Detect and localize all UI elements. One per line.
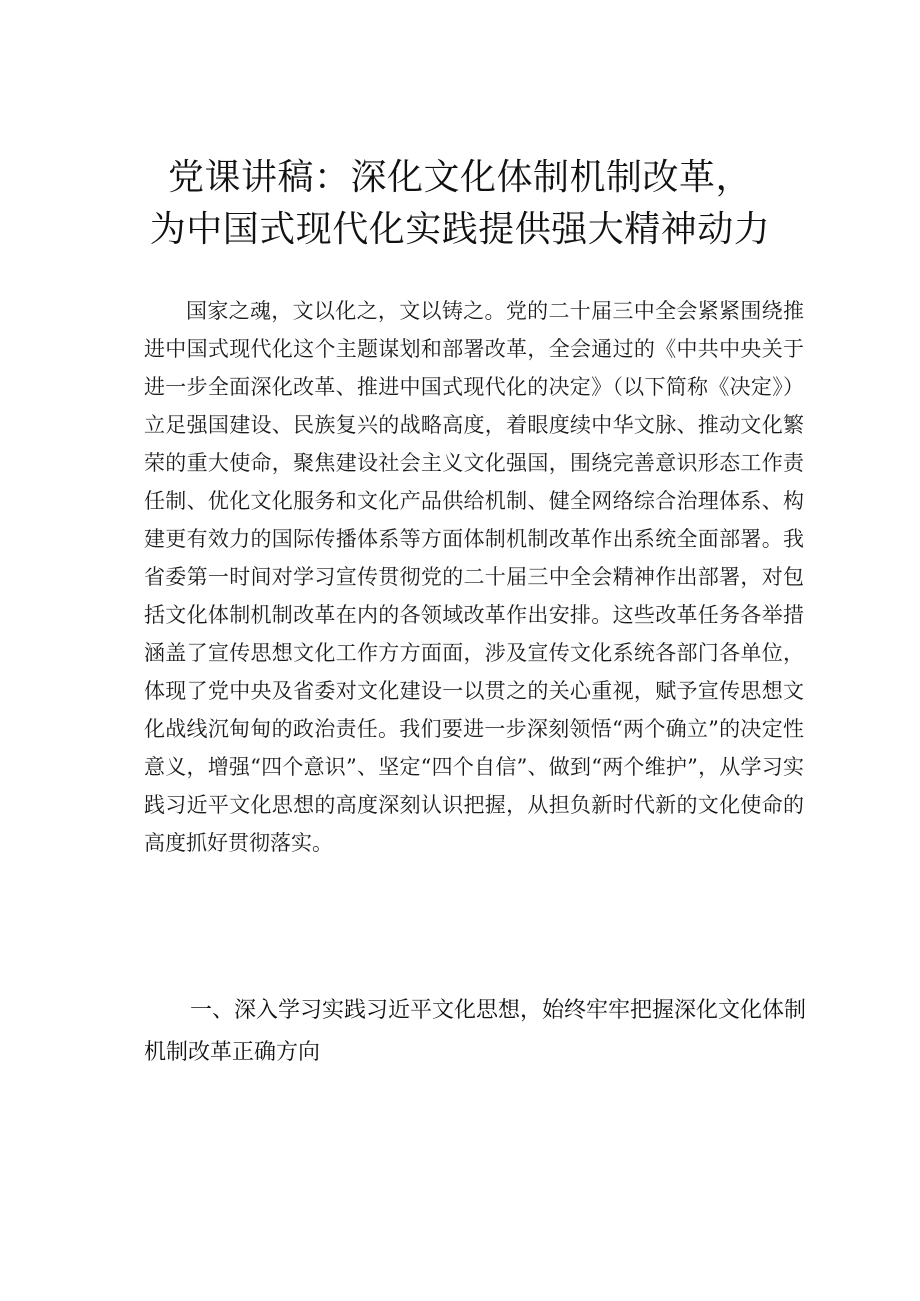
document-title — [0, 152, 920, 256]
title-line-2: 为中国式现代化实践提供强大精神动力 — [149, 209, 771, 250]
intro-paragraph: 国家之魂，文以化之，文以铸之。党的二十届三中全会紧紧围绕推进中国式现代化这个主题谋划和部署改革，全会通过的《中共中央关于进一步全面深化改革、推进中国式现代化的决定》（以下简称《决定》）立足强国建设、民族复兴的战略高度，着眼度续中华文脉、推动文化繁荣的重大使命，聚焦建设社会主义文化强国，围绕完善意识形态工作责任制、优化文化服务和文化产品供给机制、健全网络综合治理体系、构建更有效力的国际传播体系等方面体制机制改革作出系统全面部署。我省委第一时间对学习宣传贯彻党的二十届三中全会精神作出部署，对包括文化体制机制改革在内的各领域改革作出安排。这些改革任务各举措涵盖了宣传思想文化工作方方面面，涉及宣传文化系统各部门各单位，体现了党中央及省委对文化建设一以贯之的关心重视，赋予宣传思想文化战线沉甸甸的政治责任。我们要进一步深刻领悟“两个确立”的决定性意义，增强“四个意识”、坚定“四个自信”、做到“两个维护”，从学习实践习近平文化思想的高度深刻认识把握，从担负新时代新的文化使命的高度抓好贯彻落实。 — [144, 299, 804, 855]
title-line-1: 党课讲稿：深化文化体制机制改革， — [167, 157, 752, 198]
section-heading-1: 一、深入学习实践习近平文化思想，始终牢牢把握深化文化体制机制改革正确方向 — [144, 998, 807, 1065]
